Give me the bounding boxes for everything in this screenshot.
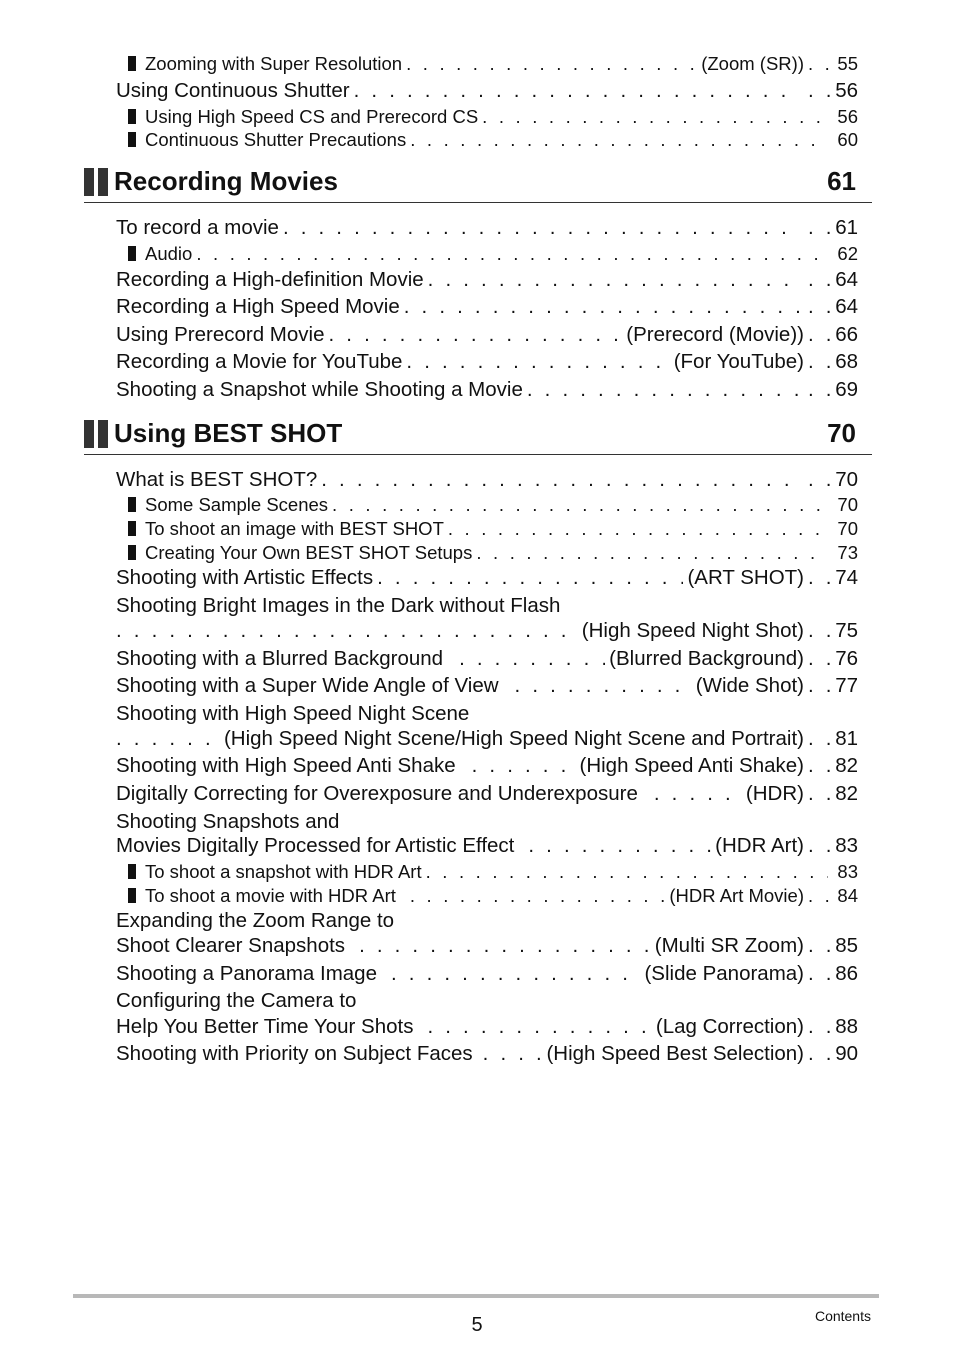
dot-leader <box>808 1042 832 1066</box>
entry-page: 82 <box>835 754 858 777</box>
entry-mode: (High Speed Anti Shake) <box>579 754 804 777</box>
dot-leader <box>808 378 832 402</box>
toc-entry[interactable] <box>116 727 858 751</box>
dot-leader <box>808 674 832 698</box>
entry-mode: (Prerecord (Movie)) <box>626 323 804 346</box>
entry-label: To record a movie <box>116 216 279 239</box>
dot-leader <box>808 962 832 986</box>
toc-entry-first-line[interactable] <box>116 989 858 1013</box>
entry-label: Using Prerecord Movie <box>116 323 325 346</box>
dot-leader <box>808 727 832 751</box>
entry-mode: (High Speed Night Scene/High Speed Night Scene and Portrait) <box>223 727 804 750</box>
entry-page: 88 <box>835 1015 858 1038</box>
entry-label: Help You Better Time Your Shots <box>116 1015 414 1038</box>
toc-entry[interactable] <box>116 1015 858 1039</box>
toc-entry[interactable] <box>128 243 858 265</box>
toc-entry[interactable] <box>116 295 858 319</box>
entry-label: Shooting a Panorama Image <box>116 962 377 985</box>
section-marker-icon <box>84 420 112 448</box>
entry-label: Recording a Movie for YouTube <box>116 350 403 373</box>
entry-label: To shoot a movie with HDR Art <box>145 885 396 906</box>
entry-label: Shooting with High Speed Night Scene <box>116 702 470 725</box>
dot-leader <box>410 129 828 151</box>
dot-leader <box>808 295 832 319</box>
bullet-marker <box>128 497 136 512</box>
dot-leader <box>808 566 832 590</box>
toc-entry[interactable] <box>128 53 858 75</box>
bullet-marker <box>128 56 136 71</box>
entry-label: Configuring the Camera to <box>116 989 357 1012</box>
toc-entry-first-line[interactable] <box>116 594 858 618</box>
entry-page: 56 <box>835 79 858 102</box>
dot-leader <box>483 1042 543 1066</box>
dot-leader <box>329 323 623 347</box>
entry-label: Audio <box>145 243 193 264</box>
toc-entry[interactable] <box>128 518 858 540</box>
entry-label: Creating Your Own BEST SHOT Setups <box>145 542 473 563</box>
section-header-recording-movies[interactable] <box>84 168 872 203</box>
toc-entry[interactable] <box>116 378 858 402</box>
footer-section-label: Contents <box>814 1308 871 1324</box>
bullet-marker <box>128 246 136 261</box>
entry-mode: (ART SHOT) <box>687 566 804 589</box>
dot-leader <box>377 566 683 590</box>
section-title: Using BEST SHOT <box>114 418 343 448</box>
entry-label: Digitally Correcting for Overexposure and Underexposure <box>116 782 638 805</box>
dot-leader <box>448 518 828 540</box>
toc-entry[interactable] <box>116 754 858 778</box>
entry-page: 61 <box>835 216 858 239</box>
dot-leader <box>515 674 692 698</box>
dot-leader <box>410 885 665 907</box>
entry-label: Shooting Bright Images in the Dark without Flash <box>116 594 561 617</box>
entry-mode: (HDR) <box>745 782 804 805</box>
dot-leader <box>332 494 828 516</box>
dot-leader <box>472 754 576 778</box>
entry-page: 56 <box>837 106 858 127</box>
entry-label: Shooting with a Blurred Background <box>116 647 444 670</box>
dot-leader <box>482 106 828 128</box>
entry-mode: (Blurred Background) <box>609 647 804 670</box>
entry-label: Using High Speed CS and Prerecord CS <box>145 106 479 127</box>
entry-page: 60 <box>837 129 858 150</box>
entry-label: Shooting a Snapshot while Shooting a Movie <box>116 378 523 401</box>
dot-leader <box>321 468 800 492</box>
entry-label: To shoot an image with BEST SHOT <box>145 518 444 539</box>
toc-entry[interactable] <box>128 542 858 564</box>
toc-entry[interactable] <box>116 674 858 698</box>
dot-leader <box>116 619 578 643</box>
entry-mode: (Slide Panorama) <box>644 962 804 985</box>
entry-label: Shooting Snapshots and <box>116 810 340 833</box>
dot-leader <box>359 934 651 958</box>
toc-entry[interactable] <box>128 106 858 128</box>
toc-entry[interactable] <box>128 129 858 151</box>
toc-entry[interactable] <box>128 885 858 907</box>
entry-page: 90 <box>835 1042 858 1065</box>
dot-leader <box>116 727 220 751</box>
entry-label: Shooting with High Speed Anti Shake <box>116 754 456 777</box>
section-title: Recording Movies <box>114 166 338 196</box>
section-header-best-shot[interactable] <box>84 420 872 455</box>
dot-leader <box>196 243 828 265</box>
toc-entry[interactable] <box>116 962 858 986</box>
entry-page: 83 <box>835 834 858 857</box>
dot-leader <box>808 323 832 347</box>
entry-page: 68 <box>835 350 858 373</box>
entry-mode: (Zoom (SR)) <box>701 53 804 74</box>
toc-entry-first-line[interactable] <box>116 909 858 933</box>
dot-leader <box>808 834 832 858</box>
entry-page: 73 <box>837 542 858 563</box>
entry-page: 85 <box>835 934 858 957</box>
dot-leader <box>404 295 800 319</box>
dot-leader <box>283 216 800 240</box>
dot-leader <box>406 53 697 75</box>
toc-entry-first-line[interactable] <box>116 810 858 834</box>
entry-label: Expanding the Zoom Range to <box>116 909 395 932</box>
dot-leader <box>427 1015 651 1039</box>
entry-page: 83 <box>837 861 858 882</box>
dot-leader <box>528 834 711 858</box>
entry-label: Some Sample Scenes <box>145 494 329 515</box>
entry-page: 74 <box>835 566 858 589</box>
entry-mode: (Wide Shot) <box>695 674 804 697</box>
entry-label: Continuous Shutter Precautions <box>145 129 407 150</box>
dot-leader <box>808 619 832 643</box>
dot-leader <box>808 468 832 492</box>
entry-label: Movies Digitally Processed for Artistic Effect <box>116 834 515 857</box>
toc-entry[interactable] <box>128 861 858 883</box>
entry-page: 64 <box>835 268 858 291</box>
toc-entry[interactable] <box>116 268 858 292</box>
entry-mode: (Multi SR Zoom) <box>654 934 804 957</box>
entry-label: Zooming with Super Resolution <box>145 53 403 74</box>
bullet-marker <box>128 132 136 147</box>
dot-leader <box>808 268 832 292</box>
entry-label: Shooting with a Super Wide Angle of View <box>116 674 499 697</box>
dot-leader <box>808 1015 832 1039</box>
section-marker-icon <box>84 168 112 196</box>
dot-leader <box>808 647 832 671</box>
dot-leader <box>808 934 832 958</box>
dot-leader <box>476 542 828 564</box>
toc-entry[interactable] <box>116 468 858 492</box>
toc-entry[interactable] <box>116 834 858 858</box>
entry-page: 55 <box>837 53 858 74</box>
entry-label: Using Continuous Shutter <box>116 79 350 102</box>
section-page: 70 <box>827 418 856 448</box>
dot-leader <box>808 754 832 778</box>
dot-leader <box>354 79 800 103</box>
toc-entry[interactable] <box>116 216 858 240</box>
entry-mode: (HDR Art Movie) <box>669 885 804 906</box>
toc-entry[interactable] <box>116 934 858 958</box>
dot-leader <box>428 268 800 292</box>
dot-leader <box>406 350 669 374</box>
entry-label: To shoot a snapshot with HDR Art <box>145 861 422 882</box>
entry-page: 70 <box>837 518 858 539</box>
entry-label: Shooting with Artistic Effects <box>116 566 374 589</box>
dot-leader <box>808 79 832 103</box>
bullet-marker <box>128 864 136 879</box>
bullet-marker <box>128 545 136 560</box>
entry-page: 82 <box>835 782 858 805</box>
dot-leader <box>391 962 641 986</box>
section-page: 61 <box>827 166 856 196</box>
dot-leader <box>808 350 832 374</box>
entry-label: What is BEST SHOT? <box>116 468 318 491</box>
dot-leader <box>808 885 832 907</box>
entry-label: Recording a High-definition Movie <box>116 268 424 291</box>
entry-mode: (High Speed Best Selection) <box>546 1042 804 1065</box>
entry-page: 77 <box>835 674 858 697</box>
entry-page: 70 <box>837 494 858 515</box>
entry-mode: (HDR Art) <box>715 834 804 857</box>
entry-page: 84 <box>837 885 858 906</box>
entry-page: 86 <box>835 962 858 985</box>
entry-page: 81 <box>835 727 858 750</box>
toc-entry[interactable] <box>116 647 858 671</box>
entry-page: 76 <box>835 647 858 670</box>
toc-entry[interactable] <box>116 350 858 374</box>
footer-divider <box>73 1294 879 1298</box>
entry-label: Recording a High Speed Movie <box>116 295 400 318</box>
entry-mode: (Lag Correction) <box>655 1015 804 1038</box>
dot-leader <box>527 378 800 402</box>
entry-page: 69 <box>835 378 858 401</box>
bullet-marker <box>128 888 136 903</box>
toc-entry[interactable] <box>116 619 858 643</box>
toc-entry[interactable] <box>116 323 858 347</box>
toc-entry[interactable] <box>116 1042 858 1066</box>
toc-entry[interactable] <box>116 79 858 103</box>
toc-entry[interactable] <box>116 782 858 806</box>
dot-leader <box>459 647 605 671</box>
page-number: 5 <box>471 1314 483 1336</box>
entry-page: 62 <box>837 243 858 264</box>
entry-label: Shooting with Priority on Subject Faces <box>116 1042 473 1065</box>
entry-page: 75 <box>835 619 858 642</box>
dot-leader <box>654 782 742 806</box>
entry-mode: (For YouTube) <box>673 350 804 373</box>
dot-leader <box>808 782 832 806</box>
dot-leader <box>426 861 828 883</box>
dot-leader <box>808 216 832 240</box>
toc-entry-first-line[interactable] <box>116 702 858 726</box>
entry-label: Shoot Clearer Snapshots <box>116 934 346 957</box>
dot-leader <box>808 53 832 75</box>
toc-entry[interactable] <box>116 566 858 590</box>
entry-page: 64 <box>835 295 858 318</box>
entry-page: 70 <box>835 468 858 491</box>
entry-page: 66 <box>835 323 858 346</box>
bullet-marker <box>128 109 136 124</box>
toc-entry[interactable] <box>128 494 858 516</box>
bullet-marker <box>128 521 136 536</box>
entry-mode: (High Speed Night Shot) <box>581 619 804 642</box>
